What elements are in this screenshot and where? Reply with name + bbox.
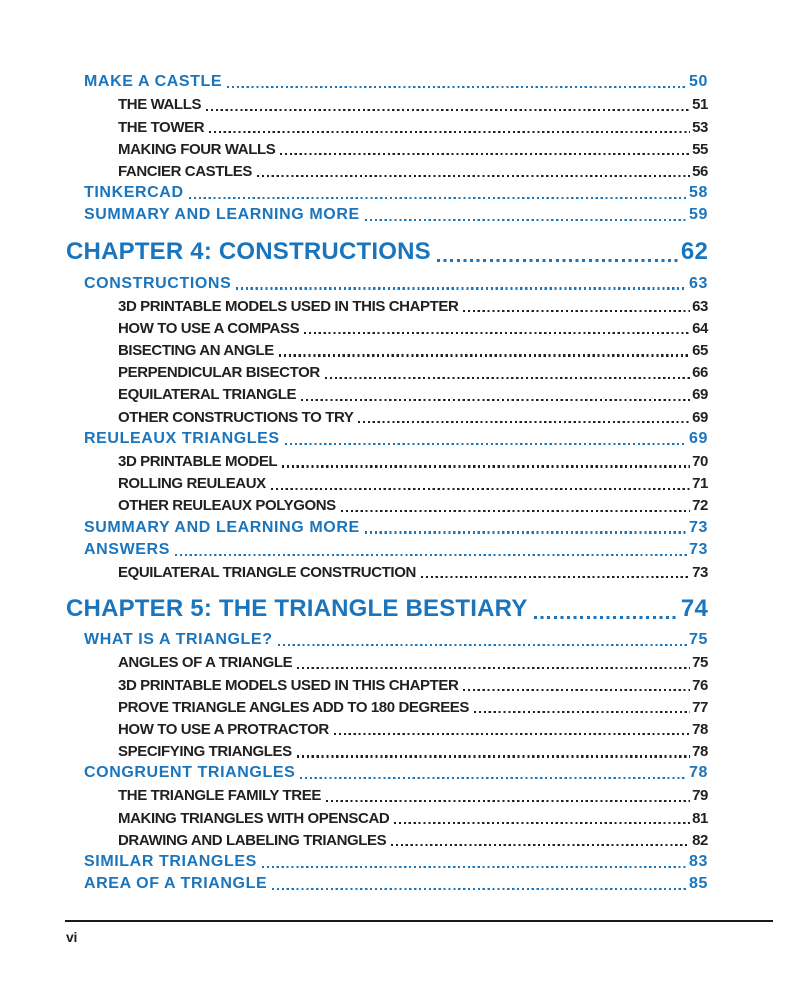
- toc-entry-row: [66, 716, 708, 738]
- dot-leader: [341, 510, 690, 512]
- toc-entry-label: CONGRUENT TRIANGLES: [84, 764, 296, 782]
- dot-leader: [209, 131, 690, 133]
- dot-leader: [272, 888, 687, 890]
- toc-entry-page: 69: [692, 408, 708, 426]
- dot-leader: [391, 844, 690, 846]
- toc-entry-page: 75: [692, 654, 708, 672]
- toc-entry-page: 70: [692, 453, 708, 470]
- toc-entry-row: [66, 871, 708, 893]
- toc-chapter-label: CHAPTER 5: THE TRIANGLE BESTIARY: [66, 594, 528, 622]
- toc-entry-row: [66, 113, 708, 135]
- toc-entry-page: 73: [689, 540, 708, 558]
- toc-entry-row: [66, 559, 708, 581]
- toc-entry-label: SPECIFYING TRIANGLES: [118, 743, 292, 761]
- toc-entry-label: FANCIER CASTLES: [118, 162, 253, 180]
- toc-entry-page: 51: [692, 96, 708, 114]
- toc-entry-label: THE WALLS: [118, 96, 202, 114]
- toc-entry-label: OTHER CONSTRUCTIONS TO TRY: [118, 408, 354, 426]
- toc-entry-label: ANSWERS: [84, 540, 170, 558]
- dot-leader: [175, 554, 687, 556]
- dot-leader: [365, 531, 687, 533]
- toc-entry-row: [66, 514, 708, 536]
- toc-entry-page: 50: [689, 73, 708, 91]
- dot-leader: [297, 667, 690, 669]
- toc-entry-row: [66, 381, 708, 403]
- toc-entry-row: [66, 849, 708, 871]
- toc-entry-row: [66, 470, 708, 492]
- toc-entry-label: MAKE A CASTLE: [84, 73, 223, 91]
- toc-entry-page: 73: [689, 518, 708, 536]
- toc-entry-label: ANGLES OF A TRIANGLE: [118, 654, 293, 672]
- toc-entry-row: [66, 293, 708, 315]
- toc-entry-page: 78: [692, 743, 708, 761]
- dot-leader: [326, 800, 690, 802]
- toc-entry-label: ROLLING REULEAUX: [118, 475, 266, 493]
- toc-entry-page: 63: [692, 297, 708, 315]
- toc-entry-row: [66, 782, 708, 804]
- table-of-contents: [66, 69, 708, 893]
- toc-entry-page: 79: [692, 787, 708, 805]
- toc-entry-row: [66, 158, 708, 180]
- toc-entry-page: 76: [692, 676, 708, 694]
- toc-entry-row: [66, 136, 708, 158]
- toc-entry-page: 69: [692, 386, 708, 404]
- toc-entry-page: 56: [692, 162, 708, 180]
- toc-entry-row: [66, 537, 708, 559]
- toc-entry-label: THE TRIANGLE FAMILY TREE: [118, 787, 321, 805]
- toc-entry-label: SUMMARY AND LEARNING MORE: [84, 206, 360, 224]
- dot-leader: [463, 310, 690, 312]
- toc-chapter-row: [66, 236, 708, 266]
- toc-entry-label: REULEAUX TRIANGLES: [84, 429, 280, 447]
- toc-entry-row: [66, 804, 708, 826]
- dot-leader: [262, 866, 687, 868]
- toc-entry-row: [66, 627, 708, 649]
- dot-leader: [280, 153, 690, 155]
- toc-entry-row: [66, 403, 708, 425]
- toc-entry-page: 59: [689, 206, 708, 224]
- dot-leader: [463, 689, 690, 691]
- dot-leader: [325, 377, 690, 379]
- toc-entry-page: 63: [689, 274, 708, 292]
- toc-entry-page: 71: [692, 475, 708, 493]
- dot-leader: [534, 616, 678, 619]
- toc-entry-label: SIMILAR TRIANGLES: [84, 853, 257, 870]
- toc-entry-row: [66, 69, 708, 91]
- toc-entry-row: [66, 760, 708, 782]
- dot-leader: [257, 175, 690, 177]
- toc-entry-label: SUMMARY AND LEARNING MORE: [84, 518, 360, 536]
- toc-entry-row: [66, 671, 708, 693]
- toc-entry-row: [66, 180, 708, 202]
- toc-entry-row: [66, 827, 708, 849]
- toc-entry-page: 58: [689, 184, 708, 202]
- toc-entry-label: 3D PRINTABLE MODELS USED IN THIS CHAPTER: [118, 676, 459, 694]
- dot-leader: [282, 465, 690, 467]
- toc-entry-label: MAKING TRIANGLES WITH OPENSCAD: [118, 809, 390, 827]
- dot-leader: [278, 644, 687, 646]
- toc-entry-label: OTHER REULEAUX POLYGONS: [118, 497, 336, 515]
- toc-entry-page: 66: [692, 364, 708, 382]
- toc-entry-label: EQUILATERAL TRIANGLE: [118, 386, 297, 404]
- dot-leader: [474, 711, 690, 713]
- dot-leader: [421, 576, 690, 578]
- dot-leader: [285, 443, 687, 445]
- toc-entry-row: [66, 426, 708, 448]
- toc-entry-label: BISECTING AN ANGLE: [118, 342, 274, 360]
- toc-entry-page: 73: [692, 563, 708, 581]
- dot-leader: [279, 354, 690, 356]
- toc-entry-row: [66, 270, 708, 292]
- dot-leader: [271, 488, 690, 490]
- toc-entry-label: HOW TO USE A COMPASS: [118, 319, 300, 337]
- dot-leader: [437, 259, 678, 262]
- dot-leader: [304, 332, 690, 334]
- toc-entry-label: DRAWING AND LABELING TRIANGLES: [118, 831, 387, 849]
- toc-entry-page: 65: [692, 342, 708, 360]
- dot-leader: [334, 733, 690, 735]
- toc-entry-label: HOW TO USE A PROTRACTOR: [118, 720, 329, 738]
- toc-entry-label: THE TOWER: [118, 118, 205, 136]
- toc-entry-page: 85: [689, 875, 708, 893]
- dot-leader: [297, 755, 690, 757]
- toc-entry-label: TINKERCAD: [84, 184, 184, 202]
- dot-leader: [394, 822, 690, 824]
- toc-entry-page: 83: [689, 853, 708, 870]
- toc-entry-label: EQUILATERAL TRIANGLE CONSTRUCTION: [118, 563, 416, 581]
- toc-entry-page: 77: [692, 698, 708, 716]
- toc-chapter-row: [66, 593, 708, 623]
- toc-entry-page: 64: [692, 319, 708, 337]
- toc-entry-label: WHAT IS A TRIANGLE?: [84, 631, 273, 649]
- toc-chapter-page: 62: [680, 238, 708, 266]
- dot-leader: [365, 219, 687, 221]
- dot-leader: [227, 86, 687, 88]
- toc-entry-row: [66, 337, 708, 359]
- toc-entry-page: 78: [689, 764, 708, 782]
- toc-entry-row: [66, 202, 708, 224]
- toc-entry-page: 53: [692, 118, 708, 136]
- toc-entry-row: [66, 649, 708, 671]
- dot-leader: [358, 421, 690, 423]
- toc-entry-row: [66, 738, 708, 760]
- toc-entry-row: [66, 91, 708, 113]
- toc-entry-page: 78: [692, 720, 708, 738]
- toc-entry-page: 82: [692, 831, 708, 849]
- toc-entry-label: CONSTRUCTIONS: [84, 274, 232, 292]
- toc-entry-row: [66, 448, 708, 470]
- toc-chapter-label: CHAPTER 4: CONSTRUCTIONS: [66, 238, 431, 266]
- toc-entry-label: PERPENDICULAR BISECTOR: [118, 364, 320, 382]
- toc-entry-label: PROVE TRIANGLE ANGLES ADD TO 180 DEGREES: [118, 698, 470, 716]
- dot-leader: [301, 399, 690, 401]
- dot-leader: [236, 287, 687, 289]
- toc-entry-page: 81: [692, 809, 708, 827]
- toc-entry-row: [66, 694, 708, 716]
- footer-page-number: vi: [66, 929, 78, 945]
- toc-entry-page: 75: [689, 631, 708, 649]
- dot-leader: [206, 109, 690, 111]
- toc-entry-row: [66, 315, 708, 337]
- toc-entry-page: 72: [692, 497, 708, 515]
- toc-entry-label: AREA OF A TRIANGLE: [84, 875, 268, 893]
- toc-entry-page: 69: [689, 429, 708, 447]
- dot-leader: [300, 777, 687, 779]
- footer-divider: [65, 920, 773, 922]
- toc-entry-page: 55: [692, 140, 708, 158]
- toc-entry-row: [66, 492, 708, 514]
- toc-entry-label: 3D PRINTABLE MODELS USED IN THIS CHAPTER: [118, 297, 459, 315]
- toc-chapter-page: 74: [680, 594, 708, 622]
- toc-entry-row: [66, 359, 708, 381]
- toc-entry-label: MAKING FOUR WALLS: [118, 140, 276, 158]
- toc-entry-label: 3D PRINTABLE MODEL: [118, 453, 278, 470]
- dot-leader: [189, 197, 687, 199]
